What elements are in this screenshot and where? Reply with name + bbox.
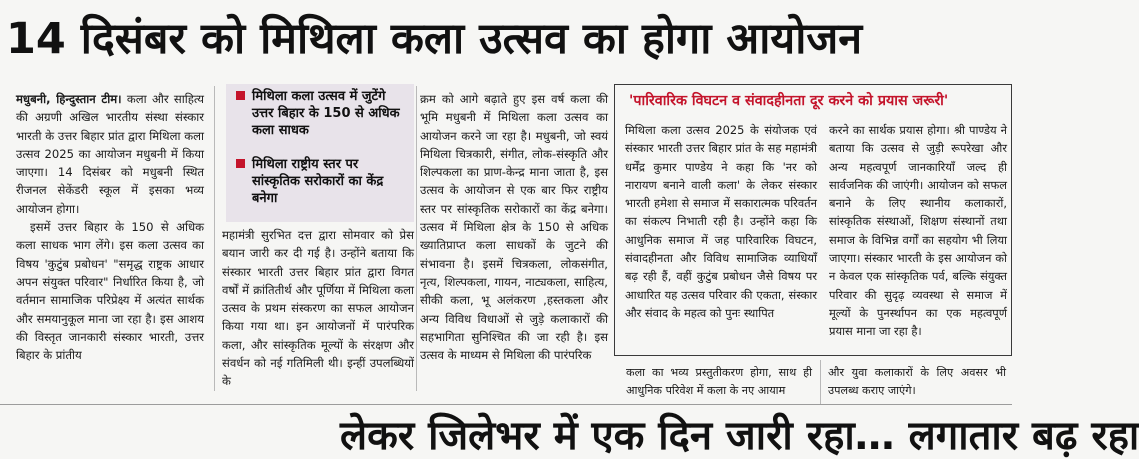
next-article-headline-cropped	[340, 406, 1139, 459]
paragraph: क्रम को आगे बढ़ाते हुए इस वर्ष कला की भूमि मधुबनी में मिथिला कला उत्सव का आयोजन करने जा रहा है। मधुबनी, जो स्वयं मिथिला चित्रकारी, संगीत, लोक-संस्कृति और शिल्पकला का प्राण-केन्द्र माना जाता है, इस उत्सव के आयोजन से एक बार फिर राष्ट्रीय स्तर पर सांस्कृतिक सरोकारों का केंद्र बनेगा। उत्सव में मिथिला क्षेत्र के 150 से अधिक ख्यातिप्राप्त कला साधकों के जुटने की संभावना है। इसमें चित्रकला, लोकसंगीत, नृत्य, शिल्पकला, गायन, नाट्यकला, साहित्य, सीकी कला, भू अलंकरण ,हस्तकला और अन्य विविध विधाओं से जुड़े कलाकारों की सहभागिता सुनिश्चित की जा रही है। इस उत्सव के माध्यम से मिथिला की पारंपरिक	[420, 92, 608, 363]
highlight-item	[238, 156, 408, 207]
column-divider	[416, 86, 417, 391]
bullet-square-icon	[236, 159, 245, 168]
article-column-3	[420, 90, 608, 392]
article-column-1	[16, 90, 204, 390]
quote-box-title: 'पारिवारिक विघटन व संवादहीनता दूर करने को प्रयास जरूरी'	[629, 93, 949, 109]
highlights-box	[226, 84, 414, 222]
next-headline-text: लेकर जिलेभर में एक दिन जारी रहा… लगातार बढ़ रहा	[340, 413, 1139, 459]
highlight-text: मिथिला राष्ट्रीय स्तर पर सांस्कृतिक सरोकारों का केंद्र बनेगा	[252, 157, 384, 206]
paragraph: और युवा कलाकारों के लिए अवसर भी उपलब्ध कराए जाएंगे।	[828, 366, 1006, 397]
quote-box-column-1	[625, 121, 817, 351]
dateline: मधुबनी, हिन्दुस्तान टीम।	[16, 92, 122, 106]
main-headline: 14 दिसंबर को मिथिला कला उत्सव का होगा आयोजन	[6, 14, 863, 64]
column-divider	[214, 86, 215, 391]
continuation-column-1	[626, 364, 812, 404]
paragraph: मिथिला कला उत्सव 2025 के संयोजक एवं संस्कार भारती उत्तर बिहार प्रांत के सह महामंत्री धर्मेंद्र कुमार पाण्डेय ने कहा कि 'नर को नारायण बनाने वाली कला' के लेकर संस्कार भारती हमेशा से समाज में सकारात्मक परिवर्तन का संकल्प निभाती रही है। उन्होंने कहा कि आधुनिक समाज में जह पारिवारिक विघटन, संवादहीनता और विविध सामाजिक व्याधियाँ बढ़ रही हैं, वहीं कुटुंब प्रबोधन जैसे विषय पर आधारित यह उत्सव परिवार की एकता, संस्कार और संवाद के महत्व को पुनः स्थापित	[625, 123, 817, 320]
paragraph-text: कला और साहित्य की अग्रणी अखिल भारतीय संस्था संस्कार भारती के उत्तर बिहार प्रांत द्वारा मिथिला कला उत्सव 2025 का आयोजन मधुबनी में किया जाएगा। 14 दिसंबर को मधुबनी स्थित रीजनल सेकेंडरी स्कूल में इसका भव्य आयोजन होगा।	[16, 92, 204, 216]
highlight-item	[238, 88, 408, 139]
paragraph: करने का सार्थक प्रयास होगा। श्री पाण्डेय ने बताया कि उत्सव से जुड़ी रूपरेखा और अन्य महत्वपूर्ण जानकारियाँ जल्द ही सार्वजनिक की जाएंगी। आयोजन को सफल बनाने के लिए स्थानीय कलाकारों, सांस्कृतिक संस्थाओं, शिक्षण संस्थानों तथा समाज के विभिन्न वर्गों का सहयोग भी लिया जाएगा। संस्कार भारती के इस आयोजन को न केवल एक सांस्कृतिक पर्व, बल्कि संयुक्त परिवार की सुदृढ़ व्यवस्था से समाज में मूल्यों के पुनर्स्थापन का एक महत्वपूर्ण प्रयास माना जा रहा है।	[829, 123, 1007, 339]
paragraph	[16, 90, 204, 218]
continuation-column-2	[828, 364, 1006, 404]
paragraph: महामंत्री सुरभित दत्त द्वारा सोमवार को प्रेस बयान जारी कर दी गई है। उन्होंने बताया कि संस्कार भारती उत्तर बिहार प्रांत द्वारा विगत वर्षों में क्रांतितीर्थ और पूर्णिया में मिथिला कला उत्सव के प्रथम संस्करण का सफल आयोजन किया गया था। इन आयोजनों में पारंपरिक कला, और सांस्कृतिक मूल्यों के संरक्षण और संवर्धन को नई गतिमिली थी। इन्हीं उपलब्धियों के	[222, 228, 414, 389]
paragraph: कला का भव्य प्रस्तुतीकरण होगा, साथ ही आधुनिक परिवेश में कला के नए आयाम	[626, 366, 812, 397]
article-column-2	[222, 226, 414, 392]
quote-box-column-2	[829, 121, 1007, 351]
section-divider	[0, 404, 1012, 405]
bullet-square-icon	[236, 91, 245, 100]
column-divider	[820, 360, 821, 404]
paragraph: इसमें उत्तर बिहार के 150 से अधिक कला साधक भाग लेंगे। इस कला उत्सव का विषय 'कुटुंब प्रबोधन' "समृद्ध राष्ट्रक आधार अपन संयुक्त परिवार" निर्धारित किया है, जो वर्तमान सामाजिक परिप्रेक्ष्य में अत्यंत सार्थक और समयानुकूल माना जा रहा है। इस आशय की विस्तृत जानकारी संस्कार भारती, उत्तर बिहार के प्रांतीय	[16, 220, 204, 363]
highlight-text: मिथिला कला उत्सव में जुटेंगे उत्तर बिहार के 150 से अधिक कला साधक	[252, 89, 400, 138]
quote-box	[614, 84, 1012, 356]
